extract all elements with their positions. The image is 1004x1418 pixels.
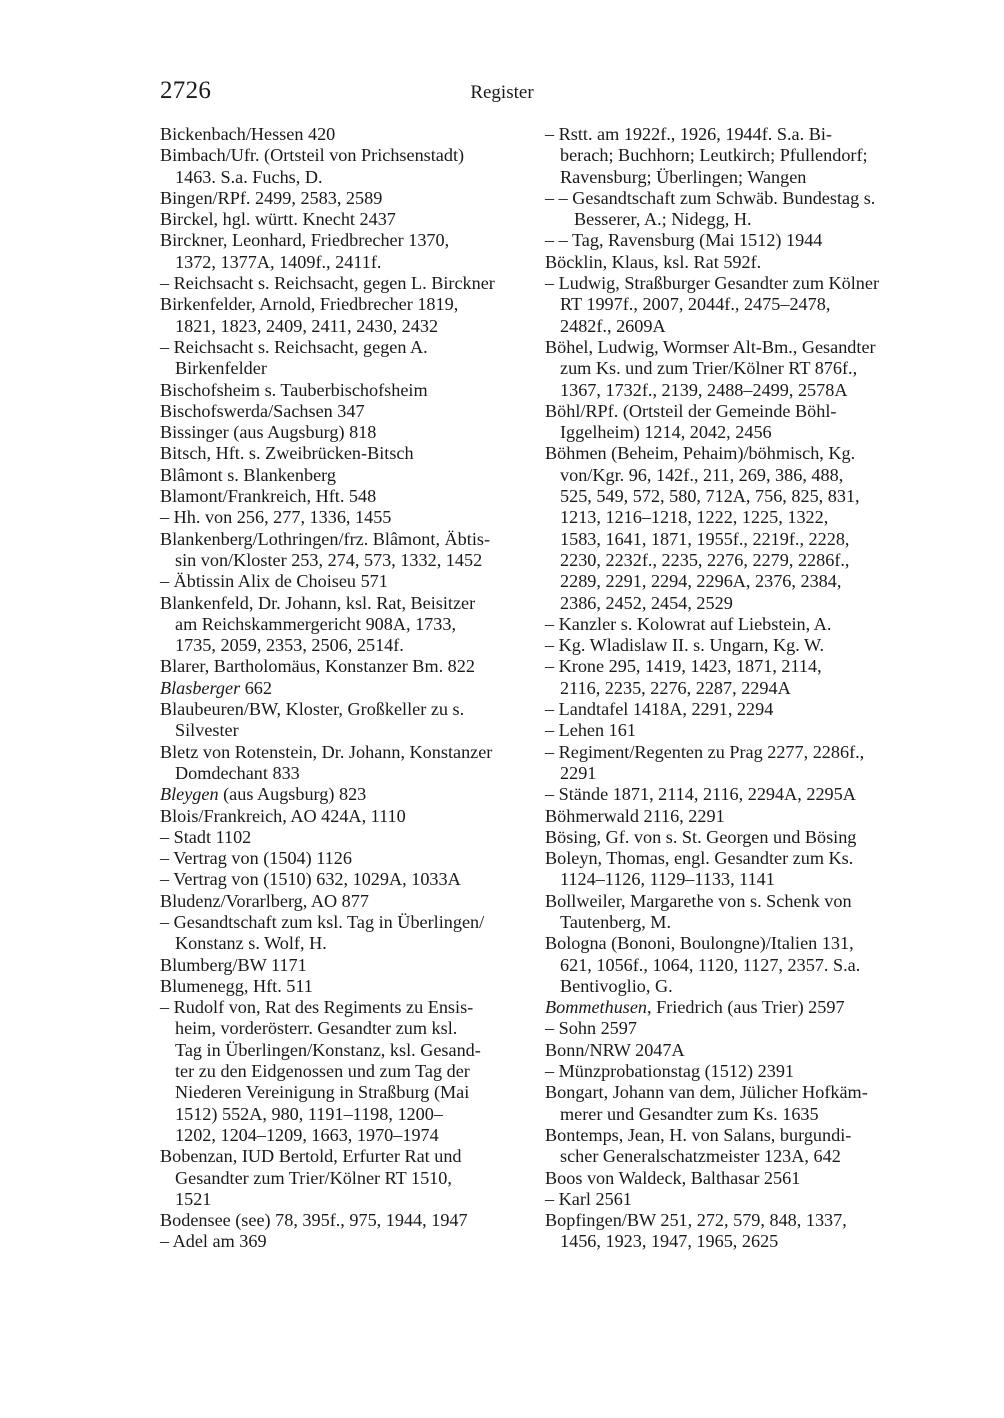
index-entry: – Lehen 161 <box>545 720 636 741</box>
index-entry: – Landtafel 1418A, 2291, 2294 <box>545 699 774 720</box>
index-entry: Bobenzan, IUD Bertold, Erfurter Rat und Gesandter zum Trier/Kölner RT 1510, 1521 <box>160 1146 462 1209</box>
index-entry: – Äbtissin Alix de Choiseu 571 <box>160 571 388 592</box>
index-entry: – Stadt 1102 <box>160 826 252 847</box>
index-entry: – – Gesandtschaft zum Schwäb. Bundestag s. Besserer, A.; Nidegg, H. <box>545 187 876 230</box>
page-number: 2726 <box>160 77 212 104</box>
index-entry: Bletz von Rotenstein, Dr. Johann, Konstanzer Domdechant 833 <box>160 741 493 783</box>
index-entry: – Rstt. am 1922f., 1926, 1944f. S.a. Bi- berach; Buchhorn; Leutkirch; Pfullendorf; Ravensburg; Überlingen; Wangen <box>545 124 868 187</box>
index-entry: – Reichsacht s. Reichsacht, gegen L. Birckner <box>160 273 495 294</box>
index-entry: Blamont/Frankreich, Hft. 548 <box>160 486 377 507</box>
entry-references: (aus Augsburg) 823 <box>218 784 367 805</box>
index-entry: Bodensee (see) 78, 395f., 975, 1944, 1947 <box>160 1210 468 1231</box>
index-entry <box>545 997 913 1018</box>
entry-references: , Friedrich (aus Trier) 2597 <box>647 997 845 1018</box>
index-entry: Boos von Waldeck, Balthasar 2561 <box>545 1167 801 1188</box>
index-entry: Blumenegg, Hft. 511 <box>160 975 313 996</box>
index-entry: Blâmont s. Blankenberg <box>160 464 336 485</box>
index-column-right <box>545 124 913 1253</box>
index-entry: Bonn/NRW 2047A <box>545 1039 685 1060</box>
index-entry: Blois/Frankreich, AO 424A, 1110 <box>160 805 406 826</box>
index-entry: Bologna (Bononi, Boulongne)/Italien 131, 621, 1056f., 1064, 1120, 1127, 2357. S.a. Bentivoglio, G. <box>545 933 861 996</box>
index-entry: – Vertrag von (1504) 1126 <box>160 848 352 869</box>
entry-references: 662 <box>240 677 272 698</box>
index-entry: Bitsch, Hft. s. Zweibrücken-Bitsch <box>160 443 414 464</box>
index-entry: – Stände 1871, 2114, 2116, 2294A, 2295A <box>545 784 856 805</box>
index-entry: Bimbach/Ufr. (Ortsteil von Prichsenstadt) 1463. S.a. Fuchs, D. <box>160 145 465 187</box>
index-entry: Bickenbach/Hessen 420 <box>160 124 336 144</box>
index-entry: – Krone 295, 1419, 1423, 1871, 2114, 2116, 2235, 2276, 2287, 2294A <box>545 656 822 698</box>
italic-name: Bommethusen <box>545 997 648 1018</box>
index-entry <box>160 784 525 805</box>
index-entry: Blankenfeld, Dr. Johann, ksl. Rat, Beisitzer am Reichskammergericht 908A, 1733, 1735, 2059, 2353, 2506, 2514f. <box>160 592 476 656</box>
index-entry: Bontemps, Jean, H. von Salans, burgundi- scher Generalschatzmeister 123A, 642 <box>545 1124 852 1167</box>
index-entry: – Vertrag von (1510) 632, 1029A, 1033A <box>160 869 461 890</box>
running-title: Register <box>470 82 534 103</box>
index-entry: – Münzprobationstag (1512) 2391 <box>545 1061 795 1082</box>
index-entry: Bingen/RPf. 2499, 2583, 2589 <box>160 187 383 208</box>
index-entry: – Reichsacht s. Reichsacht, gegen A. Birkenfelder <box>160 336 428 379</box>
index-entry: Bischofswerda/Sachsen 347 <box>160 400 365 421</box>
index-entry: Blumberg/BW 1171 <box>160 954 307 975</box>
index-entry: Bissinger (aus Augsburg) 818 <box>160 422 377 443</box>
index-entry: Blaubeuren/BW, Kloster, Großkeller zu s. Silvester <box>160 699 465 741</box>
index-entry: Böcklin, Klaus, ksl. Rat 592f. <box>545 251 762 272</box>
index-entry: – Sohn 2597 <box>545 1018 637 1039</box>
index-column-left <box>160 124 525 1253</box>
index-entry: – Hh. von 256, 277, 1336, 1455 <box>160 507 392 528</box>
index-entry: Birkenfelder, Arnold, Friedbrecher 1819, 1821, 1823, 2409, 2411, 2430, 2432 <box>160 294 459 336</box>
index-entry: – Kg. Wladislaw II. s. Ungarn, Kg. W. <box>545 635 825 656</box>
italic-name: Bleygen <box>160 784 219 805</box>
index-entry: – – Tag, Ravensburg (Mai 1512) 1944 <box>545 230 823 251</box>
index-entry: Blankenberg/Lothringen/frz. Blâmont, Äbtis- sin von/Kloster 253, 274, 573, 1332, 1452 <box>160 528 491 570</box>
index-entry: Bopfingen/BW 251, 272, 579, 848, 1337, 1456, 1923, 1947, 1965, 2625 <box>545 1210 847 1252</box>
index-entry: – Gesandtschaft zum ksl. Tag in Überlingen/ Konstanz s. Wolf, H. <box>160 911 485 954</box>
index-entry: Bollweiler, Margarethe von s. Schenk von Tautenberg, M. <box>545 890 852 932</box>
index-entry: – Kanzler s. Kolowrat auf Liebstein, A. <box>545 613 832 634</box>
index-entry: Boleyn, Thomas, engl. Gesandter zum Ks. 1124–1126, 1129–1133, 1141 <box>545 848 854 890</box>
index-entry: – Ludwig, Straßburger Gesandter zum Kölner RT 1997f., 2007, 2044f., 2475–2478, 2482f., 2609A <box>545 273 880 336</box>
index-entry: – Rudolf von, Rat des Regiments zu Ensis- heim, vorderösterr. Gesandter zum ksl. Tag in Überlingen/Konstanz, ksl. Gesand- ter zu den Eidgenossen und zum Tag der Niederen Vereinigung in Straßburg (Mai 1512) 552A, 980, 1191–1198, 1200– 1202, 1204–1209, 1663, 1970–1974 <box>160 997 481 1145</box>
italic-name: Blasberger <box>160 677 241 698</box>
index-entry: Bongart, Johann van dem, Jülicher Hofkäm- merer und Gesandter zum Ks. 1635 <box>545 1082 868 1124</box>
index-entry: Birckner, Leonhard, Friedbrecher 1370, 1372, 1377A, 1409f., 2411f. <box>160 230 450 272</box>
index-entry: – Adel am 369 <box>160 1231 267 1252</box>
index-entry: – Karl 2561 <box>545 1188 632 1209</box>
index-entry: Böhmen (Beheim, Pehaim)/böhmisch, Kg. von/Kgr. 96, 142f., 211, 269, 386, 488, 525, 549, 572, 580, 712A, 756, 825, 831, 1213, 1216–1218, 1222, 1225, 1322, 1583, 1641, 1871, 1955f., 2219f., 2228, 2230, 2232f., 2235, 2276, 2279, 2286f., 2289, 2291, 2294, 2296A, 2376, 2384, 2386, 2452, 2454, 2529 <box>545 443 860 613</box>
index-entry: Bösing, Gf. von s. St. Georgen und Bösing <box>545 826 857 847</box>
index-entry: Böhmerwald 2116, 2291 <box>545 805 725 826</box>
index-entry: Blarer, Bartholomäus, Konstanzer Bm. 822 <box>160 656 475 677</box>
index-entry: Böhl/RPf. (Ortsteil der Gemeinde Böhl- Iggelheim) 1214, 2042, 2456 <box>545 400 837 443</box>
index-entry: Böhel, Ludwig, Wormser Alt-Bm., Gesandter zum Ks. und zum Trier/Kölner RT 876f., 1367, 1732f., 2139, 2488–2499, 2578A <box>545 336 876 400</box>
index-entry <box>160 678 525 699</box>
index-entry: Birckel, hgl. württ. Knecht 2437 <box>160 209 396 230</box>
index-entry: Bludenz/Vorarlberg, AO 877 <box>160 890 369 911</box>
index-entry: Bischofsheim s. Tauberbischofsheim <box>160 379 428 400</box>
index-entry: – Regiment/Regenten zu Prag 2277, 2286f., 2291 <box>545 741 865 783</box>
